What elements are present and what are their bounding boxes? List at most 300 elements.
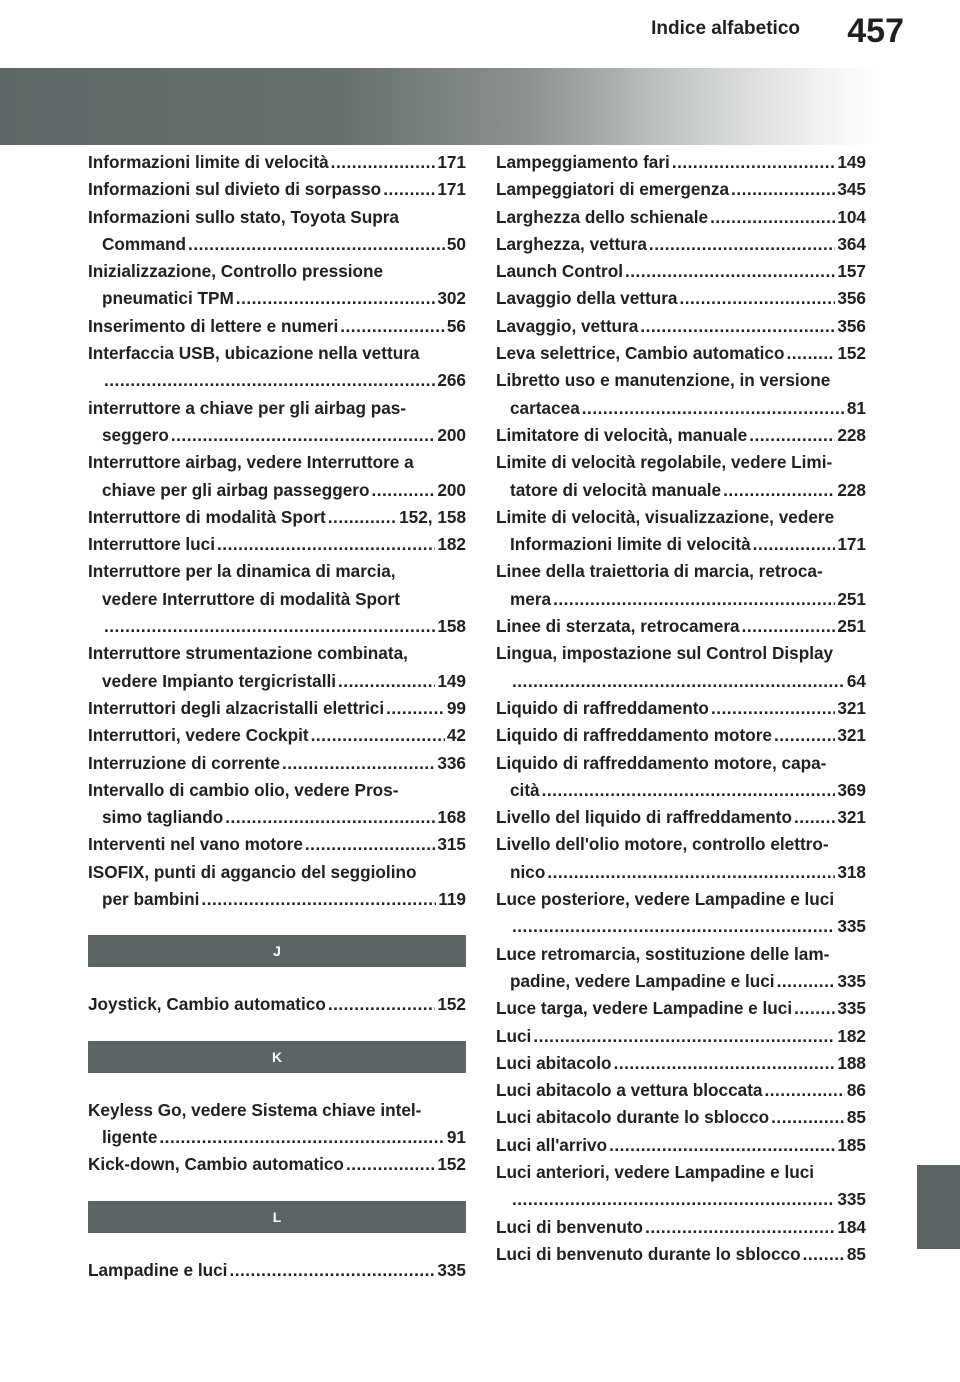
- index-entry-line: [88, 367, 466, 394]
- index-entry-text: Luci abitacolo: [496, 1052, 612, 1073]
- dot-leader: [794, 995, 835, 1022]
- index-entry-page: 85: [846, 1243, 866, 1264]
- index-entry-page: 321: [837, 807, 866, 828]
- index-entry: [496, 367, 866, 422]
- index-entry: [496, 722, 866, 749]
- index-entry-page: 335: [837, 916, 866, 937]
- index-entry-line: [88, 722, 466, 749]
- index-entry-text: Larghezza, vettura: [496, 233, 647, 254]
- index-entry-text: Luce posteriore, vedere Lampadine e luci: [496, 889, 835, 910]
- index-entry-text: Launch Control: [496, 261, 623, 282]
- index-entry-text: Interruttore luci: [88, 534, 216, 555]
- index-entry-line: [88, 831, 466, 858]
- dot-leader: [533, 1023, 835, 1050]
- index-entry-line: [496, 777, 866, 804]
- index-entry-page: 356: [837, 315, 866, 336]
- index-entry-text: Intervallo di cambio olio, vedere Pros-: [88, 779, 399, 800]
- index-entry-line: [88, 504, 466, 531]
- index-entry-text: Linee della traiettoria di marcia, retroca-: [496, 561, 823, 582]
- index-entry: [496, 176, 866, 203]
- index-entry-line: [496, 1050, 866, 1077]
- dot-leader: [328, 504, 397, 531]
- index-entry-text: Lampadine e luci: [88, 1259, 228, 1280]
- dot-leader: [640, 313, 835, 340]
- index-entry-text: Joystick, Cambio automatico: [88, 994, 326, 1015]
- dot-leader: [547, 859, 835, 886]
- index-entry-page: 91: [446, 1126, 466, 1147]
- index-entry-line: [496, 285, 866, 312]
- dot-leader: [104, 367, 435, 394]
- dot-leader: [311, 722, 445, 749]
- letter-section-header: L: [88, 1201, 466, 1233]
- index-entry: [496, 149, 866, 176]
- dot-leader: [710, 204, 835, 231]
- dot-leader: [346, 1151, 435, 1178]
- index-entry-text: Lampeggiamento fari: [496, 152, 670, 172]
- index-entry-line: [496, 668, 866, 695]
- index-entry-text: pneumatici TPM: [102, 288, 234, 309]
- index-entry: [88, 313, 466, 340]
- index-entry-page: 56: [446, 315, 466, 336]
- index-entry-text: Luci abitacolo a vettura bloccata: [496, 1080, 763, 1101]
- index-entry: [88, 695, 466, 722]
- index-entry: [88, 176, 466, 203]
- index-entry-line: [88, 886, 466, 913]
- index-entry-page: 228: [837, 424, 866, 445]
- index-entry: [496, 941, 866, 996]
- index-entry: [496, 613, 866, 640]
- dot-leader: [236, 285, 436, 312]
- index-entry: [496, 1023, 866, 1050]
- dot-leader: [679, 285, 835, 312]
- index-entry-line: [496, 231, 866, 258]
- index-entry-text: Interruzione di corrente: [88, 752, 280, 773]
- index-entry-text: per bambini: [102, 889, 200, 910]
- index-entry-line: [496, 613, 866, 640]
- index-entry-page: 184: [837, 1216, 866, 1237]
- dot-leader: [672, 149, 835, 176]
- index-entry: [496, 340, 866, 367]
- index-entry-page: 171: [437, 179, 466, 200]
- index-entry-page: 321: [837, 697, 866, 718]
- index-entry-page: 152: [837, 343, 866, 364]
- index-entry-line: [496, 1159, 866, 1186]
- index-entry-text: Lampeggiatori di emergenza: [496, 179, 730, 200]
- index-entry: [496, 504, 866, 559]
- index-entry-line: [496, 531, 866, 558]
- index-entry-text: Luce retromarcia, sostituzione delle lam-: [496, 943, 830, 964]
- index-entry: [496, 1159, 866, 1214]
- index-entry-line: [496, 695, 866, 722]
- dot-leader: [512, 668, 845, 695]
- index-entry-line: [496, 258, 866, 285]
- index-entry-line: [496, 886, 866, 913]
- index-entry-text: Informazioni sul divieto di sorpasso: [88, 179, 382, 200]
- dot-leader: [159, 1124, 444, 1151]
- index-entry-text: Command: [102, 233, 187, 254]
- index-entry: [496, 422, 866, 449]
- dot-leader: [340, 313, 445, 340]
- index-entry-text: Luci: [496, 1025, 532, 1046]
- index-entry-page: 42: [446, 725, 466, 746]
- dot-leader: [794, 804, 835, 831]
- index-entry-text: Inizializzazione, Controllo pressione: [88, 261, 384, 282]
- index-entry-page: 335: [837, 970, 866, 991]
- index-entry-line: [88, 1124, 466, 1151]
- index-entry-text: mera: [510, 588, 552, 609]
- index-entry-text: Liquido di raffreddamento motore: [496, 725, 772, 746]
- dot-leader: [609, 1132, 835, 1159]
- index-entry-page: 266: [437, 370, 466, 391]
- index-entry: [496, 231, 866, 258]
- index-entry-page: 171: [437, 152, 466, 172]
- index-entry: [88, 531, 466, 558]
- dot-leader: [625, 258, 835, 285]
- index-entry-line: [496, 204, 866, 231]
- dot-leader: [225, 804, 435, 831]
- index-entry: [496, 285, 866, 312]
- index-entry: [88, 640, 466, 695]
- index-column-left: [88, 149, 466, 1284]
- index-entry-text: Interruttori, vedere Cockpit: [88, 725, 309, 746]
- dot-leader: [749, 422, 835, 449]
- index-entry-line: [88, 531, 466, 558]
- dot-leader: [217, 531, 435, 558]
- page-number: 457: [847, 12, 904, 50]
- index-entry-text: vedere Interruttore di modalità Sport: [102, 588, 400, 609]
- dot-leader: [386, 695, 445, 722]
- index-entry-text: ligente: [102, 1126, 158, 1147]
- dot-leader: [582, 395, 845, 422]
- index-entry-line: [88, 422, 466, 449]
- index-entry-page: 157: [837, 261, 866, 282]
- index-entry-text: Linee di sterzata, retrocamera: [496, 616, 740, 637]
- index-entry-text: Luci abitacolo durante lo sblocco: [496, 1107, 770, 1128]
- index-entry-page: 182: [437, 534, 466, 555]
- index-entry-line: [496, 913, 866, 940]
- index-entry-page: 85: [846, 1107, 866, 1128]
- index-entry: [496, 804, 866, 831]
- dot-leader: [305, 831, 435, 858]
- index-entry-text: Lingua, impostazione sul Control Display: [496, 643, 834, 664]
- index-entry-page: 152: [437, 994, 466, 1015]
- index-entry-line: [88, 231, 466, 258]
- index-entry-line: [88, 340, 466, 367]
- index-entry-page: 188: [837, 1052, 866, 1073]
- index-entry-text: Leva selettrice, Cambio automatico: [496, 343, 785, 364]
- index-entry: [88, 1151, 466, 1178]
- dot-leader: [229, 1257, 435, 1284]
- index-entry: [88, 558, 466, 640]
- index-entry-text: Livello dell'olio motore, controllo elettro-: [496, 834, 829, 855]
- index-entry-page: 251: [837, 616, 866, 637]
- index-entry-line: [88, 804, 466, 831]
- index-entry-line: [88, 176, 466, 203]
- dot-leader: [753, 531, 836, 558]
- index-entry-text: Libretto uso e manutenzione, in versione: [496, 370, 831, 391]
- index-entry: [496, 695, 866, 722]
- dot-leader: [649, 231, 835, 258]
- index-entry: [88, 258, 466, 313]
- index-entry-text: Limite di velocità regolabile, vedere Limi-: [496, 452, 833, 473]
- index-entry: [496, 831, 866, 886]
- index-entry-line: [496, 1104, 866, 1131]
- index-column-right: [496, 149, 866, 1268]
- index-entry-page: 171: [837, 534, 866, 555]
- index-entry-page: 318: [837, 861, 866, 882]
- index-entry-text: Luci anteriori, vedere Lampadine e luci: [496, 1161, 815, 1182]
- index-entry-page: 228: [837, 479, 866, 500]
- dot-leader: [764, 1077, 844, 1104]
- dot-leader: [338, 668, 435, 695]
- index-entry-line: [88, 586, 466, 613]
- dot-leader: [614, 1050, 836, 1077]
- index-entry: [496, 1050, 866, 1077]
- index-entry-text: Limitatore di velocità, manuale: [496, 424, 748, 445]
- index-entry: [88, 859, 466, 914]
- index-entry-line: [88, 859, 466, 886]
- index-entry-line: [88, 1257, 466, 1284]
- index-entry-text: Inserimento di lettere e numeri: [88, 315, 339, 336]
- index-entry-page: 158: [437, 616, 466, 637]
- index-entry-line: [496, 722, 866, 749]
- index-entry-text: Interventi nel vano motore: [88, 834, 303, 855]
- index-entry-page: 335: [837, 998, 866, 1019]
- index-entry: [88, 750, 466, 777]
- index-entry-line: [88, 395, 466, 422]
- index-entry-page: 345: [837, 179, 866, 200]
- index-entry-line: [496, 1023, 866, 1050]
- index-entry-text: padine, vedere Lampadine e luci: [510, 970, 775, 991]
- index-entry-page: 364: [837, 233, 866, 254]
- dot-leader: [328, 991, 435, 1018]
- index-entry-text: Interruttore strumentazione combinata,: [88, 643, 408, 664]
- index-entry-text: Liquido di raffreddamento motore, capa-: [496, 752, 827, 773]
- index-entry-text: Informazioni limite di velocità: [510, 534, 751, 555]
- index-entry-line: [496, 340, 866, 367]
- index-entry-text: Informazioni sullo stato, Toyota Supra: [88, 206, 399, 227]
- index-entry-page: 168: [437, 807, 466, 828]
- index-entry-page: 149: [837, 152, 866, 172]
- index-entry-text: ISOFIX, punti di aggancio del seggiolino: [88, 861, 417, 882]
- index-entry-page: 152, 158: [399, 506, 466, 527]
- index-entry-text: Liquido di raffreddamento: [496, 697, 709, 718]
- header-banner: [0, 68, 960, 145]
- index-entry-line: [496, 968, 866, 995]
- dot-leader: [786, 340, 835, 367]
- index-entry-text: Luci di benvenuto: [496, 1216, 644, 1237]
- index-entry-line: [496, 422, 866, 449]
- page-header: [0, 0, 960, 56]
- index-entry-line: [496, 859, 866, 886]
- index-entry-page: 315: [437, 834, 466, 855]
- index-entry-page: 369: [837, 779, 866, 800]
- index-entry-page: 64: [846, 670, 866, 691]
- index-entry-line: [496, 395, 866, 422]
- index-entry-page: 152: [437, 1154, 466, 1175]
- index-entry-text: Luce targa, vedere Lampadine e luci: [496, 998, 793, 1019]
- index-entry-line: [88, 695, 466, 722]
- index-entry: [496, 558, 866, 613]
- index-entry-line: [88, 750, 466, 777]
- index-entry-text: interruttore a chiave per gli airbag pas-: [88, 397, 407, 418]
- index-entry-text: Lavaggio, vettura: [496, 315, 639, 336]
- index-entry-text: Limite di velocità, visualizzazione, vedere: [496, 506, 835, 527]
- index-entry-text: Luci di benvenuto durante lo sblocco: [496, 1243, 801, 1264]
- index-entry-line: [88, 668, 466, 695]
- dot-leader: [331, 149, 436, 176]
- index-entry: [88, 777, 466, 832]
- index-entry-page: 99: [446, 697, 466, 718]
- index-entry-line: [496, 640, 866, 667]
- index-entry-page: 182: [837, 1025, 866, 1046]
- index-entry-line: [496, 1077, 866, 1104]
- index-entry-text: Interruttori degli alzacristalli elettrici: [88, 697, 385, 718]
- index-entry: [88, 504, 466, 531]
- index-entry-line: [496, 449, 866, 476]
- section-title: Indice alfabetico: [651, 18, 800, 39]
- dot-leader: [512, 913, 835, 940]
- index-entry-line: [88, 449, 466, 476]
- index-entry-line: [496, 313, 866, 340]
- index-entry-line: [88, 258, 466, 285]
- index-entry-line: [88, 558, 466, 585]
- index-entry: [496, 1077, 866, 1104]
- index-entry-line: [496, 586, 866, 613]
- dot-leader: [201, 886, 436, 913]
- dot-leader: [771, 1104, 845, 1131]
- index-entry-text: Keyless Go, vedere Sistema chiave intel-: [88, 1099, 422, 1120]
- index-entry: [88, 831, 466, 858]
- index-entry-page: 251: [837, 588, 866, 609]
- dot-leader: [282, 750, 435, 777]
- index-entry-text: seggero: [102, 424, 169, 445]
- index-entry-text: simo tagliando: [102, 807, 224, 828]
- index-entry: [88, 1097, 466, 1152]
- index-entry: [496, 313, 866, 340]
- dot-leader: [645, 1214, 835, 1241]
- index-entry-line: [496, 504, 866, 531]
- index-entry: [88, 1257, 466, 1284]
- index-entry-text: Luci all'arrivo: [496, 1134, 608, 1155]
- index-entry: [496, 1214, 866, 1241]
- index-entry: [88, 395, 466, 450]
- index-entry: [88, 204, 466, 259]
- index-entry-line: [88, 991, 466, 1018]
- index-entry-line: [496, 477, 866, 504]
- dot-leader: [742, 613, 836, 640]
- index-entry-page: 335: [437, 1259, 466, 1280]
- index-entry: [88, 991, 466, 1018]
- index-entry-text: cartacea: [510, 397, 580, 418]
- dot-leader: [803, 1241, 845, 1268]
- index-entry-line: [496, 1214, 866, 1241]
- index-entry-page: 336: [437, 752, 466, 773]
- dot-leader: [171, 422, 435, 449]
- index-entry-page: 335: [837, 1189, 866, 1210]
- index-entry-line: [88, 313, 466, 340]
- index-entry-page: 86: [846, 1080, 866, 1101]
- index-entry-line: [496, 995, 866, 1022]
- index-entry-line: [88, 613, 466, 640]
- index-entry: [496, 995, 866, 1022]
- index-entry-text: cità: [510, 779, 540, 800]
- index-entry: [88, 449, 466, 504]
- index-entry-text: Kick-down, Cambio automatico: [88, 1154, 344, 1175]
- index-entry: [496, 449, 866, 504]
- index-entry: [496, 258, 866, 285]
- index-entry-text: Lavaggio della vettura: [496, 288, 678, 309]
- index-entry-text: Interruttore per la dinamica di marcia,: [88, 561, 396, 582]
- dot-leader: [383, 176, 435, 203]
- index-entry: [88, 340, 466, 395]
- index-entry-page: 302: [437, 288, 466, 309]
- index-entry-line: [496, 750, 866, 777]
- index-entry-text: Interruttore di modalità Sport: [88, 506, 326, 527]
- dot-leader: [188, 231, 445, 258]
- index-entry-line: [88, 477, 466, 504]
- index-entry-line: [496, 367, 866, 394]
- index-entry-page: 200: [437, 424, 466, 445]
- index-entry: [496, 640, 866, 695]
- index-entry-page: 185: [837, 1134, 866, 1155]
- index-entry-page: 149: [437, 670, 466, 691]
- index-entry-line: [496, 831, 866, 858]
- index-entry-text: Interfaccia USB, ubicazione nella vettura: [88, 343, 420, 364]
- index-entry: [496, 204, 866, 231]
- index-entry: [496, 1104, 866, 1131]
- index-entry-line: [496, 941, 866, 968]
- index-entry-line: [88, 640, 466, 667]
- index-entry: [496, 1132, 866, 1159]
- index-entry-line: [88, 285, 466, 312]
- index-entry: [496, 886, 866, 941]
- index-entry: [496, 1241, 866, 1268]
- dot-leader: [723, 477, 835, 504]
- letter-section-header: K: [88, 1041, 466, 1073]
- index-entry-text: nico: [510, 861, 546, 882]
- index-entry-text: chiave per gli airbag passeggero: [102, 479, 370, 500]
- index-entry-page: 200: [437, 479, 466, 500]
- index-entry-page: 321: [837, 725, 866, 746]
- dot-leader: [777, 968, 836, 995]
- index-entry-line: [496, 1132, 866, 1159]
- index-entry-text: vedere Impianto tergicristalli: [102, 670, 337, 691]
- index-entry-page: 104: [837, 206, 866, 227]
- index-entry-page: 356: [837, 288, 866, 309]
- index-entry-line: [496, 1186, 866, 1213]
- index-entry-page: 50: [446, 233, 466, 254]
- index-entry-page: 81: [846, 397, 866, 418]
- index-entry-line: [496, 149, 866, 176]
- index-entry-text: Informazioni limite di velocità: [88, 152, 329, 172]
- index-entry-line: [88, 149, 466, 176]
- index-entry-line: [496, 1241, 866, 1268]
- index-entry-line: [88, 1097, 466, 1124]
- index-entry-line: [496, 176, 866, 203]
- index-entry: [88, 722, 466, 749]
- index-entry: [88, 149, 466, 176]
- index-entry-line: [88, 204, 466, 231]
- index-entry-line: [88, 777, 466, 804]
- index-entry-page: 119: [438, 889, 466, 910]
- dot-leader: [371, 477, 435, 504]
- index-entry-text: Livello del liquido di raffreddamento: [496, 807, 793, 828]
- index-entry-line: [88, 1151, 466, 1178]
- index-entry: [496, 750, 866, 805]
- index-entry-text: Larghezza dello schienale: [496, 206, 709, 227]
- dot-leader: [512, 1186, 835, 1213]
